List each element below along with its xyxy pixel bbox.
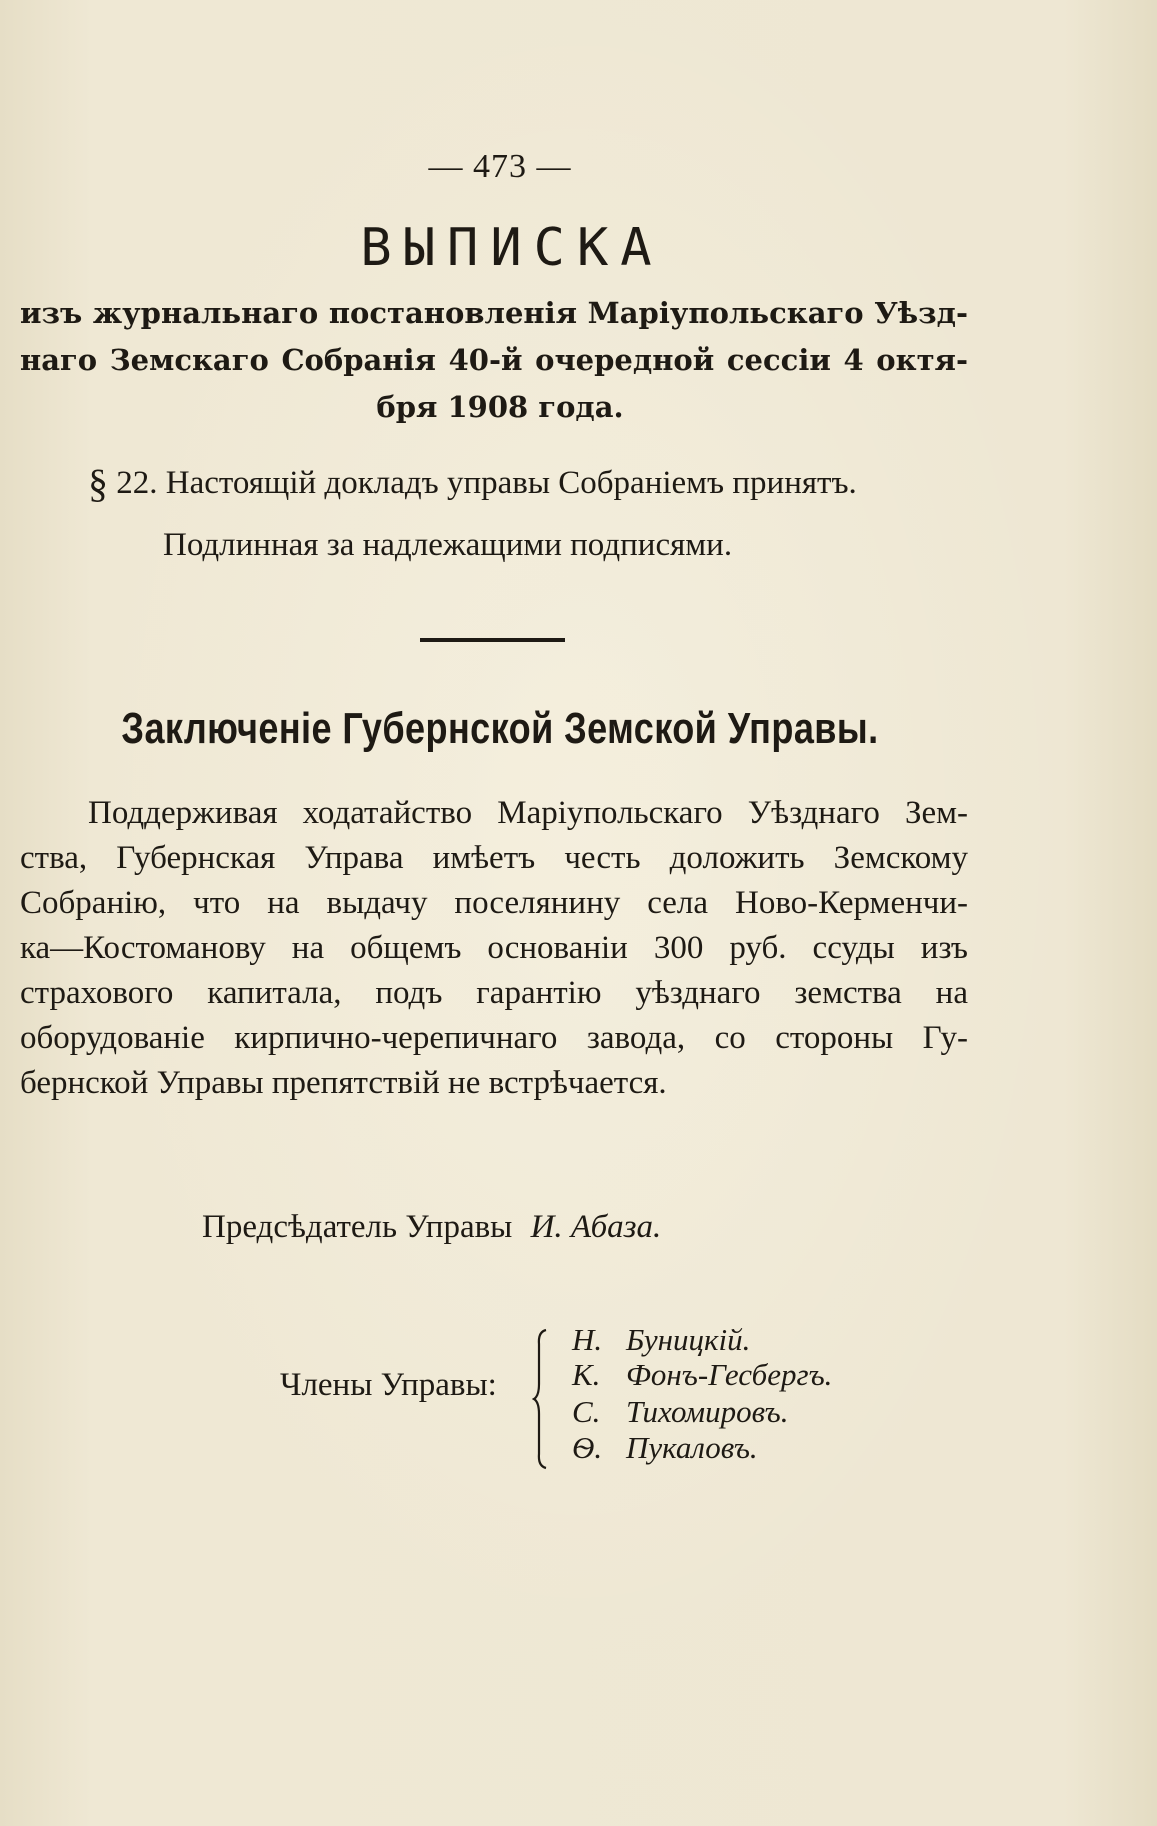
member-surname: Фонъ-Гесбергъ. bbox=[626, 1357, 833, 1392]
member-signature bbox=[572, 1357, 832, 1393]
member-signature bbox=[572, 1394, 788, 1430]
conclusion-line: ка—Костоманову на общемъ основаніи 300 руб. ссуды изъ bbox=[20, 930, 968, 966]
member-initial: К. bbox=[572, 1357, 601, 1392]
member-signature bbox=[572, 1322, 750, 1358]
member-surname: Буницкій. bbox=[626, 1322, 751, 1357]
member-initial: Ѳ. bbox=[572, 1430, 603, 1465]
member-initial: С. bbox=[572, 1394, 601, 1429]
page-number: — 473 — bbox=[428, 148, 572, 185]
document-title: ВЫПИСКА bbox=[360, 218, 664, 278]
conclusion-line: страхового капитала, подъ гарантію уѣзднаго земства на bbox=[20, 975, 968, 1011]
chairman-signature bbox=[202, 1209, 962, 1246]
member-signature bbox=[572, 1430, 758, 1466]
curly-brace-icon bbox=[532, 1328, 550, 1470]
conclusion-line: Собранію, что на выдачу поселянину села Ново-Керменчи- bbox=[20, 885, 968, 921]
resolution-text: 22. Настоящій докладъ управы Собраніемъ принятъ. bbox=[116, 465, 857, 501]
chairman-label: Предсѣдатель Управы bbox=[202, 1209, 513, 1245]
conclusion-line: Поддерживая ходатайство Маріупольскаго Уѣзднаго Зем- bbox=[88, 795, 968, 831]
subtitle-line: бря 1908 года. bbox=[376, 390, 624, 424]
member-surname: Тихомировъ. bbox=[626, 1394, 789, 1429]
conclusion-line: ства, Губернская Управа имѣетъ честь доложить Земскому bbox=[20, 840, 968, 876]
member-initial: Н. bbox=[572, 1322, 603, 1357]
conclusion-line: оборудованіе кирпично-черепичнаго завода, со стороны Гу- bbox=[20, 1020, 968, 1056]
subtitle-line: изъ журнальнаго постановленія Маріупольскаго Уѣзд- bbox=[20, 296, 968, 330]
horizontal-rule bbox=[420, 638, 565, 642]
authenticity-note: Подлинная за надлежащими подписями. bbox=[163, 527, 733, 563]
subtitle-line: наго Земскаго Собранія 40-й очередной сессіи 4 октя- bbox=[20, 343, 968, 377]
chairman-name: И. Абаза. bbox=[530, 1209, 662, 1245]
members-label: Члены Управы: bbox=[280, 1367, 497, 1403]
conclusion-line: бернской Управы препятствій не встрѣчается. bbox=[20, 1065, 667, 1101]
member-surname: Пукаловъ. bbox=[626, 1430, 758, 1465]
resolution-paragraph bbox=[88, 460, 968, 507]
section-sign: § bbox=[88, 461, 108, 506]
conclusion-heading: Заключеніе Губернской Земской Управы. bbox=[121, 704, 879, 753]
